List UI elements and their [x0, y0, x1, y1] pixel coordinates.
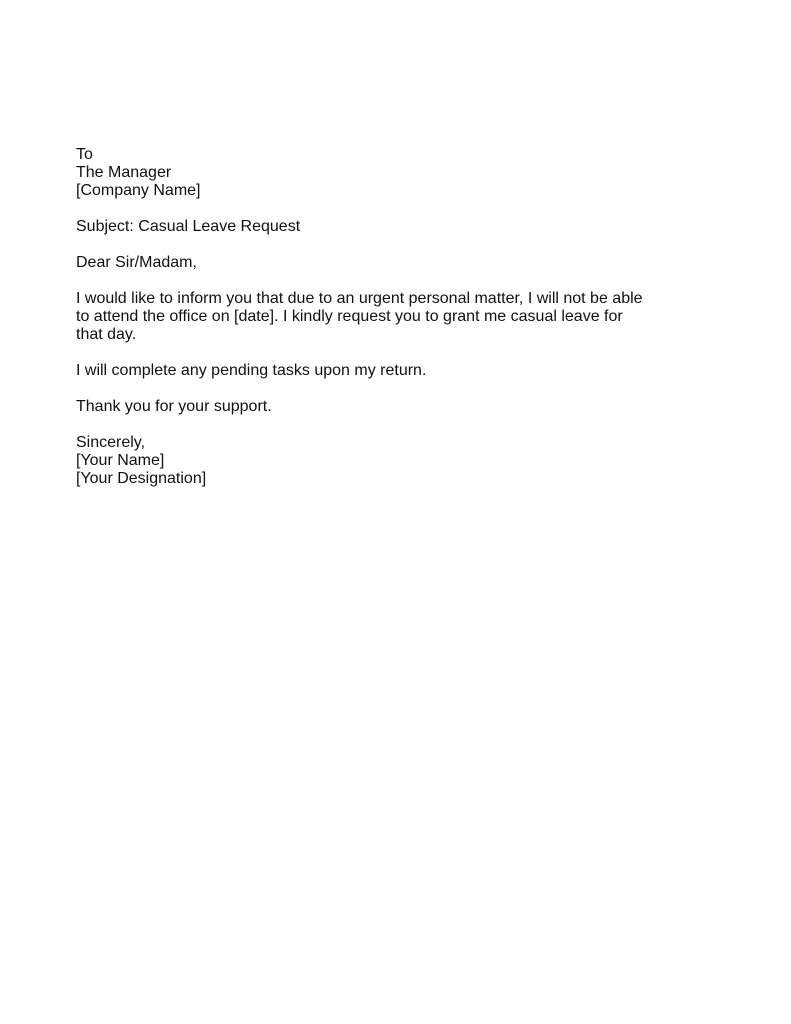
salutation — [76, 254, 716, 272]
body-paragraph-1-line-2: to attend the office on [date]. I kindly request you to grant me casual leave for — [76, 308, 623, 325]
salutation-text: Dear Sir/Madam, — [76, 254, 197, 271]
closing-line-name: [Your Name] — [76, 452, 165, 469]
body-paragraph-1-line-3: that day. — [76, 326, 137, 343]
subject-line — [76, 218, 716, 236]
closing-line-designation: [Your Designation] — [76, 470, 207, 487]
closing-block — [76, 434, 716, 488]
body-paragraph-3 — [76, 398, 716, 416]
body-paragraph-1-line-1: I would like to inform you that due to an urgent personal matter, I will not be able — [76, 290, 643, 307]
recipient-line-to: To — [76, 146, 93, 163]
body-paragraph-2-text: I will complete any pending tasks upon my return. — [76, 362, 427, 379]
closing-line-sincerely: Sincerely, — [76, 434, 146, 451]
body-paragraph-2 — [76, 362, 716, 380]
body-paragraph-1 — [76, 290, 716, 344]
body-paragraph-3-text: Thank you for your support. — [76, 398, 272, 415]
letter-body — [76, 146, 716, 506]
subject-text: Subject: Casual Leave Request — [76, 218, 301, 235]
recipient-line-company: [Company Name] — [76, 182, 201, 199]
recipient-line-title: The Manager — [76, 164, 172, 181]
recipient-block — [76, 146, 716, 200]
